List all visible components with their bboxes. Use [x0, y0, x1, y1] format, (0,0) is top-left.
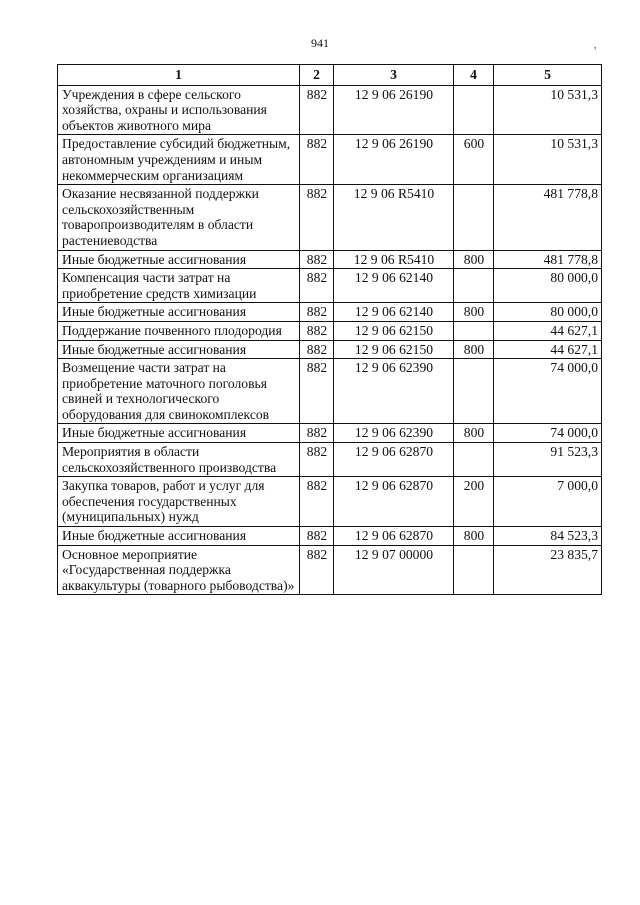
- row-amount: 44 627,1: [494, 340, 602, 359]
- row-amount: 23 835,7: [494, 545, 602, 595]
- row-type: 800: [454, 303, 494, 322]
- row-code: 12 9 06 62150: [334, 321, 454, 340]
- row-name: Предоставление субсидий бюджетным, автономным учреждениям и иным некоммерческим организациям: [58, 135, 300, 185]
- table-row: [58, 477, 602, 527]
- row-code: 12 9 06 62390: [334, 359, 454, 424]
- row-ved: 882: [300, 135, 334, 185]
- header-row: [58, 65, 602, 86]
- row-code: 12 9 07 00000: [334, 545, 454, 595]
- row-code: 12 9 06 62870: [334, 477, 454, 527]
- header-col-2: 2: [300, 65, 334, 86]
- table-row: [58, 185, 602, 250]
- row-amount: 7 000,0: [494, 477, 602, 527]
- row-ved: 882: [300, 527, 334, 546]
- table-row: [58, 545, 602, 595]
- table-row: [58, 424, 602, 443]
- row-type: 800: [454, 340, 494, 359]
- table-row: [58, 135, 602, 185]
- row-ved: 882: [300, 424, 334, 443]
- row-ved: 882: [300, 545, 334, 595]
- table-row: [58, 321, 602, 340]
- row-name: Мероприятия в области сельскохозяйственного производства: [58, 443, 300, 477]
- row-name: Поддержание почвенного плодородия: [58, 321, 300, 340]
- row-amount: 481 778,8: [494, 250, 602, 269]
- row-type: [454, 85, 494, 135]
- row-ved: 882: [300, 359, 334, 424]
- row-type: [454, 321, 494, 340]
- page-number: 941: [311, 36, 329, 50]
- table-row: [58, 359, 602, 424]
- row-code: 12 9 06 R5410: [334, 250, 454, 269]
- row-type: [454, 545, 494, 595]
- row-name: Оказание несвязанной поддержки сельскохозяйственным товаропроизводителям в области растениеводства: [58, 185, 300, 250]
- row-type: 600: [454, 135, 494, 185]
- budget-table: [57, 64, 602, 595]
- row-code: 12 9 06 62140: [334, 269, 454, 303]
- table-row: [58, 250, 602, 269]
- row-ved: 882: [300, 443, 334, 477]
- row-type: [454, 269, 494, 303]
- row-amount: 74 000,0: [494, 424, 602, 443]
- row-ved: 882: [300, 303, 334, 322]
- row-name: Закупка товаров, работ и услуг для обеспечения государственных (муниципальных) нужд: [58, 477, 300, 527]
- row-amount: 80 000,0: [494, 303, 602, 322]
- row-type: 800: [454, 527, 494, 546]
- row-type: [454, 359, 494, 424]
- header-col-4: 4: [454, 65, 494, 86]
- row-name: Учреждения в сфере сельского хозяйства, охраны и использования объектов животного мира: [58, 85, 300, 135]
- row-code: 12 9 06 62150: [334, 340, 454, 359]
- row-code: 12 9 06 62140: [334, 303, 454, 322]
- row-name: Иные бюджетные ассигнования: [58, 250, 300, 269]
- row-amount: 74 000,0: [494, 359, 602, 424]
- row-name: Основное мероприятие «Государственная поддержка аквакультуры (товарного рыбоводства)»: [58, 545, 300, 595]
- row-code: 12 9 06 26190: [334, 135, 454, 185]
- row-amount: 84 523,3: [494, 527, 602, 546]
- row-type: [454, 185, 494, 250]
- row-amount: 481 778,8: [494, 185, 602, 250]
- row-code: 12 9 06 62870: [334, 527, 454, 546]
- header-col-5: 5: [494, 65, 602, 86]
- row-code: 12 9 06 R5410: [334, 185, 454, 250]
- row-name: Иные бюджетные ассигнования: [58, 340, 300, 359]
- row-name: Компенсация части затрат на приобретение средств химизации: [58, 269, 300, 303]
- row-ved: 882: [300, 269, 334, 303]
- row-ved: 882: [300, 321, 334, 340]
- row-amount: 80 000,0: [494, 269, 602, 303]
- row-type: 200: [454, 477, 494, 527]
- row-type: 800: [454, 250, 494, 269]
- row-name: Возмещение части затрат на приобретение маточного поголовья свиней и технологического оборудования для свинокомплексов: [58, 359, 300, 424]
- row-ved: 882: [300, 85, 334, 135]
- row-amount: 10 531,3: [494, 85, 602, 135]
- row-type: 800: [454, 424, 494, 443]
- row-name: Иные бюджетные ассигнования: [58, 527, 300, 546]
- row-amount: 44 627,1: [494, 321, 602, 340]
- row-code: 12 9 06 26190: [334, 85, 454, 135]
- row-code: 12 9 06 62870: [334, 443, 454, 477]
- table-row: [58, 303, 602, 322]
- row-ved: 882: [300, 477, 334, 527]
- row-ved: 882: [300, 340, 334, 359]
- row-amount: 91 523,3: [494, 443, 602, 477]
- header-col-3: 3: [334, 65, 454, 86]
- row-type: [454, 443, 494, 477]
- row-code: 12 9 06 62390: [334, 424, 454, 443]
- row-ved: 882: [300, 185, 334, 250]
- row-name: Иные бюджетные ассигнования: [58, 303, 300, 322]
- header-col-1: 1: [58, 65, 300, 86]
- corner-mark: ,: [594, 40, 597, 51]
- row-amount: 10 531,3: [494, 135, 602, 185]
- table-row: [58, 527, 602, 546]
- table-row: [58, 443, 602, 477]
- table-row: [58, 269, 602, 303]
- row-ved: 882: [300, 250, 334, 269]
- table-row: [58, 85, 602, 135]
- table-row: [58, 340, 602, 359]
- row-name: Иные бюджетные ассигнования: [58, 424, 300, 443]
- table-body: [58, 85, 602, 595]
